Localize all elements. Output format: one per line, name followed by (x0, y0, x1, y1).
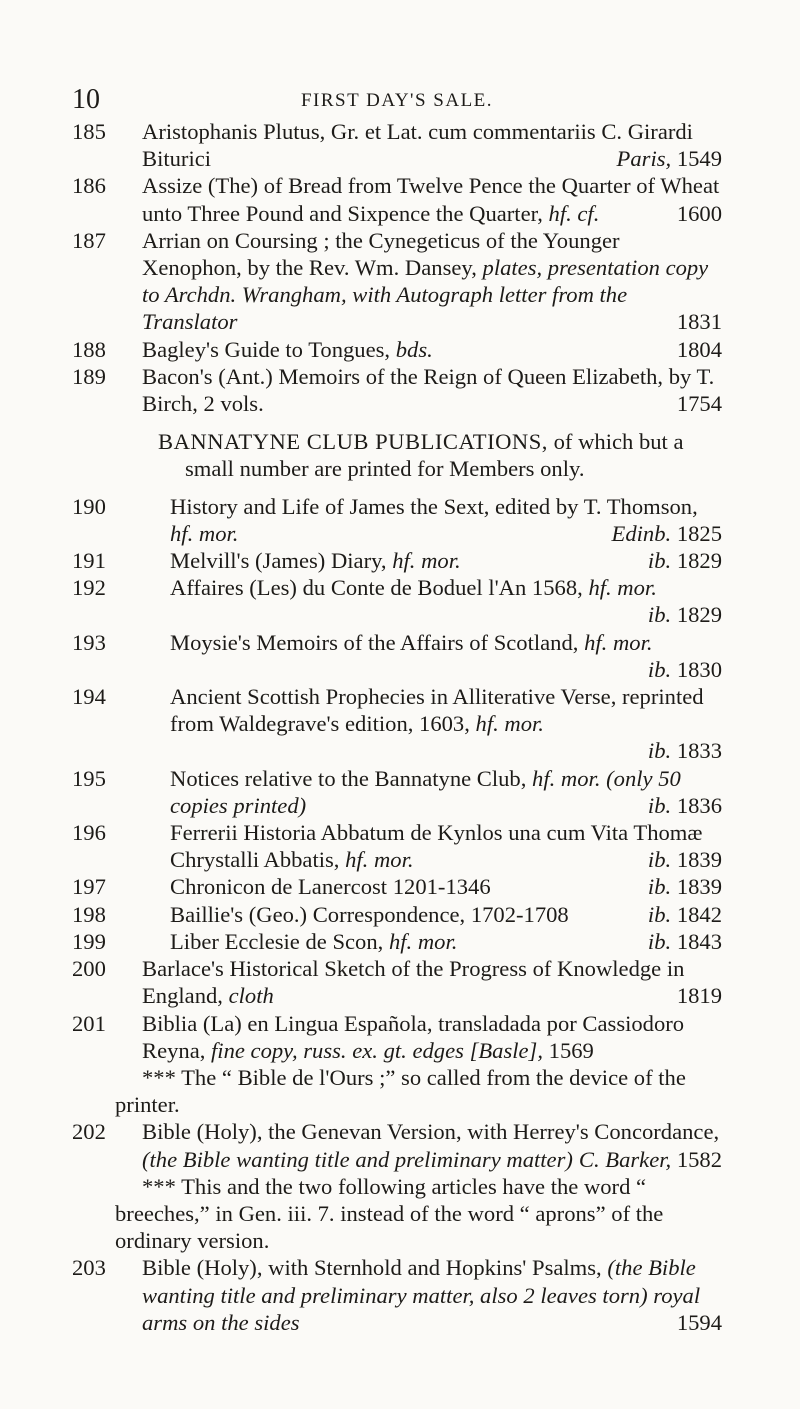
entry-date: 1830 (676, 656, 722, 682)
entry-date: 1804 (676, 336, 722, 362)
entry-binding: hf. mor. (532, 765, 601, 791)
lot-number: 196 (72, 820, 106, 846)
lot-number: 195 (72, 765, 106, 791)
lot-number: 203 (72, 1255, 106, 1281)
entry-date: 1549 (676, 146, 722, 172)
catalogue-entry (72, 819, 722, 873)
entry-place: Paris, (616, 146, 672, 172)
entry-title: Arrian on Coursing ; the Cynegeticus of the Younger Xenophon, by the Rev. Wm. Dansey, (142, 227, 620, 281)
entry-binding: hf. mor. (584, 629, 653, 655)
catalogue-entry (72, 547, 722, 574)
catalogue-entry (72, 683, 722, 765)
entry-binding: hf. mor. (475, 711, 544, 737)
lot-number: 201 (72, 1010, 106, 1036)
lot-number: 185 (72, 119, 106, 144)
lot-number: 191 (72, 548, 106, 574)
entry-place: Edinb. (611, 520, 672, 546)
entry-description: plates, presentation copy to Archdn. Wrangham, with Autograph letter from the Translator (142, 255, 709, 335)
entry-title: Bible (Holy), with Sternhold and Hopkins' Psalms, (142, 1255, 602, 1281)
lot-number: 193 (72, 629, 106, 655)
entry-title: Biblia (La) en Lingua Española, transladada por Cassiodoro Reyna, (142, 1010, 685, 1063)
entry-date: 1831 (676, 309, 722, 335)
entry-binding: hf. mor. (345, 847, 414, 873)
lot-number: 189 (72, 363, 106, 389)
catalogue-entry (72, 955, 722, 1009)
entry-binding: hf. cf. (548, 200, 600, 226)
catalogue-entry (72, 1118, 722, 1254)
entry-place: C. Barker, (578, 1146, 672, 1172)
entry-title: Barlace's Historical Sketch of the Progress of Knowledge in England, (142, 956, 685, 1009)
catalogue-entry (72, 574, 722, 628)
entry-title: Moysie's Memoirs of the Affairs of Scotland, (170, 629, 579, 655)
catalogue-entry (72, 336, 722, 363)
catalogue-entry (72, 172, 722, 226)
entry-title: Affaires (Les) du Conte de Boduel l'An 1568, (170, 575, 583, 601)
entry-date: 1754 (676, 391, 722, 417)
entry-note: (only 50 copies printed) (170, 765, 681, 818)
lot-number: 190 (72, 493, 106, 519)
entry-binding: hf. mor. (588, 575, 657, 601)
catalogue-entry (72, 901, 722, 928)
catalogue-entry (72, 873, 722, 900)
entry-date: 1833 (676, 738, 722, 764)
section-subtitle: of which but a small number are printed for Members only. (185, 429, 684, 482)
catalogue-entry (72, 765, 722, 819)
catalogue-entry (72, 928, 722, 955)
entry-place: ib. (647, 792, 672, 818)
section-heading (72, 428, 722, 482)
entry-binding: bds. (395, 336, 433, 362)
entry-date: 1569 (548, 1037, 594, 1063)
entry-date: 1582 (676, 1146, 722, 1172)
entry-date: 1600 (676, 200, 722, 226)
entry-title: Bible (Holy), the Genevan Version, with Herrey's Concordance, (142, 1119, 720, 1145)
page-header (72, 84, 722, 114)
entry-title: Aristophanis Plutus, Gr. et Lat. cum commentariis C. Girardi Biturici (142, 119, 693, 172)
catalogue-entry (72, 493, 722, 547)
entry-title: History and Life of James the Sext, edited by T. Thomson, (170, 493, 698, 519)
entry-date: 1829 (676, 548, 722, 574)
entry-title: Ferrerii Historia Abbatum de Kynlos una cum Vita Thomæ Chrystalli Abbatis, (170, 820, 703, 873)
catalogue-entry (72, 1254, 722, 1336)
entry-place: ib. (647, 602, 672, 628)
entry-title: Bacon's (Ant.) Memoirs of the Reign of Queen Elizabeth, by T. Birch, 2 vols. (142, 363, 715, 417)
entry-date: 1839 (676, 874, 722, 900)
lot-number: 202 (72, 1119, 106, 1145)
entry-place: ib. (647, 738, 672, 764)
lot-number: 192 (72, 575, 106, 601)
catalogue-entry (72, 629, 722, 683)
entry-title: Chronicon de Lanercost 1201-1346 (170, 874, 491, 900)
entry-date: 1594 (676, 1309, 722, 1335)
catalogue-entry (72, 118, 722, 172)
entry-place: ib. (647, 928, 672, 954)
entry-description: fine copy, russ. ex. gt. edges (211, 1037, 464, 1063)
entry-title: Bagley's Guide to Tongues, (142, 336, 391, 362)
entry-date: 1836 (676, 792, 722, 818)
entry-place: ib. (647, 548, 672, 574)
catalogue-entry (72, 363, 722, 417)
entry-date: 1825 (676, 520, 722, 546)
entry-date: 1839 (676, 847, 722, 873)
entry-title: Liber Ecclesie de Scon, (170, 928, 384, 954)
entry-binding: cloth (228, 983, 274, 1009)
lot-number: 187 (72, 227, 106, 253)
lot-number: 188 (72, 336, 106, 362)
entry-date: 1843 (676, 928, 722, 954)
entry-place: [Basle], (469, 1037, 543, 1063)
lot-number: 200 (72, 956, 106, 982)
entry-date: 1829 (676, 602, 722, 628)
entry-place: ib. (647, 656, 672, 682)
entry-binding: hf. mor. (388, 928, 458, 954)
entry-note: *** The “ Bible de l'Ours ;” so called from the device of the printer. (115, 1064, 686, 1118)
catalogue-entry (72, 227, 722, 336)
entry-date: 1842 (676, 901, 722, 927)
entry-place: ib. (647, 901, 672, 927)
running-head: FIRST DAY'S SALE. (300, 90, 494, 111)
entry-binding: hf. mor. (392, 548, 461, 574)
entry-title: Assize (The) of Bread from Twelve Pence the Quarter of Wheat unto Three Pound and Sixpence the Quarter, (142, 173, 720, 226)
entry-place: ib. (647, 874, 672, 900)
page-number: 10 (72, 84, 100, 115)
catalogue-entry (72, 1010, 722, 1119)
entry-place: ib. (647, 847, 672, 873)
lot-number: 198 (72, 901, 106, 927)
entry-binding: hf. mor. (170, 520, 239, 546)
entry-note: *** This and the two following articles have the word “ breeches,” in Gen. iii. 7. instead of the word “ aprons” of the ordinary version. (115, 1173, 664, 1254)
entry-title: Notices relative to the Bannatyne Club, (170, 765, 527, 791)
lot-number: 186 (72, 173, 106, 199)
entry-title: Melvill's (James) Diary, (170, 548, 387, 574)
lot-number: 199 (72, 928, 106, 954)
entry-date: 1819 (676, 983, 722, 1009)
catalogue-body (72, 118, 722, 1336)
entry-description: (the Bible wanting title and preliminary matter, also 2 leaves torn) royal arms on the sides (142, 1255, 701, 1335)
entry-title: Baillie's (Geo.) Correspondence, 1702-1708 (170, 901, 569, 927)
section-title: BANNATYNE CLUB PUBLICATIONS, (158, 429, 548, 455)
lot-number: 197 (72, 874, 106, 900)
lot-number: 194 (72, 684, 106, 710)
entry-title: Ancient Scottish Prophecies in Alliterative Verse, reprinted from Waldegrave's edition, 1603, (170, 684, 704, 737)
entry-description: (the Bible wanting title and preliminary matter) (142, 1146, 573, 1172)
